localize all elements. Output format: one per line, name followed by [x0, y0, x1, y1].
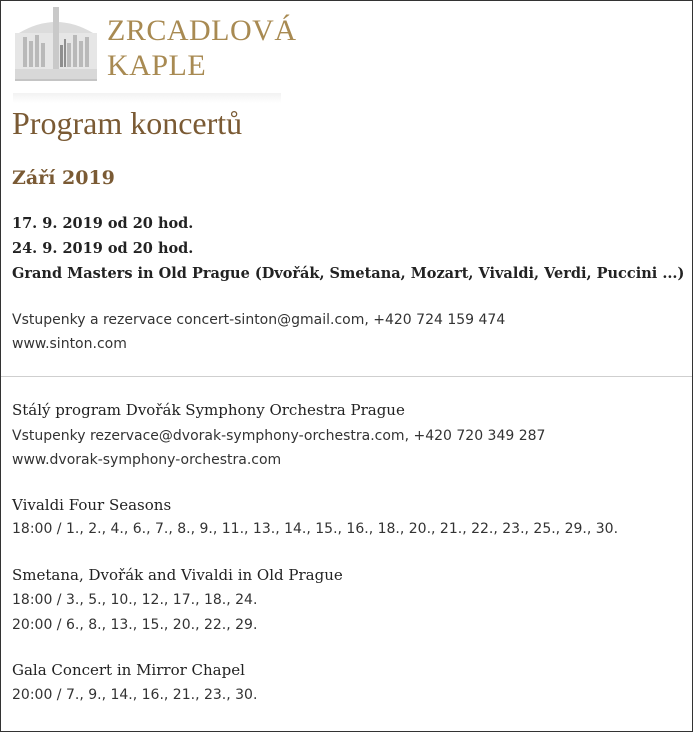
concert-date-2: 24. 9. 2019 od 20 hod. [12, 240, 194, 257]
program-title-gala: Gala Concert in Mirror Chapel [12, 661, 245, 679]
sinton-tickets-line [12, 312, 505, 328]
program-times-smetana-2: 20:00 / 6., 8., 13., 15., 20., 22., 29. [12, 617, 258, 633]
logo-line-1: ZRCADLOVÁ [107, 14, 297, 47]
program-times-vivaldi: 18:00 / 1., 2., 4., 6., 7., 8., 9., 11., 13., 14., 15., 16., 18., 20., 21., 22., 23., 25., 29., 30. [12, 521, 619, 537]
program-times-smetana-1: 18:00 / 3., 5., 10., 12., 17., 18., 24. [12, 592, 258, 608]
dvorak-tickets-line [12, 428, 545, 444]
dvorak-web-link[interactable]: www.dvorak-symphony-orchestra.com [12, 452, 282, 468]
dvorak-tickets-label: Vstupenky [12, 428, 90, 444]
sinton-phone: , +420 724 159 474 [364, 312, 506, 328]
chapel-organ-icon [13, 5, 99, 83]
site-logo[interactable] [13, 5, 297, 97]
logo-shadow [13, 93, 281, 103]
logo-text [107, 13, 297, 83]
dvorak-email-link[interactable]: rezervace@dvorak-symphony-orchestra.com [89, 428, 405, 444]
concert-title: Grand Masters in Old Prague (Dvořák, Smetana, Mozart, Vivaldi, Verdi, Puccini ...) [12, 265, 685, 282]
dvorak-web-line [12, 452, 281, 468]
program-times-gala: 20:00 / 7., 9., 14., 16., 21., 23., 30. [12, 687, 258, 703]
sinton-web-line [12, 336, 127, 352]
program-title-vivaldi: Vivaldi Four Seasons [12, 496, 172, 514]
logo-line-2: KAPLE [107, 49, 207, 82]
program-title-smetana: Smetana, Dvořák and Vivaldi in Old Prague [12, 566, 343, 584]
month-heading: Září 2019 [12, 167, 115, 189]
page-title: Program koncertů [12, 105, 243, 141]
section-divider [1, 376, 692, 377]
sinton-email-link[interactable]: concert-sinton@gmail.com [176, 312, 365, 328]
dvorak-heading: Stálý program Dvořák Symphony Orchestra Prague [12, 401, 405, 419]
dvorak-phone: , +420 720 349 287 [404, 428, 546, 444]
concert-date-1: 17. 9. 2019 od 20 hod. [12, 215, 194, 232]
sinton-web-link[interactable]: www.sinton.com [12, 336, 127, 352]
tickets-label: Vstupenky a rezervace [12, 312, 177, 328]
